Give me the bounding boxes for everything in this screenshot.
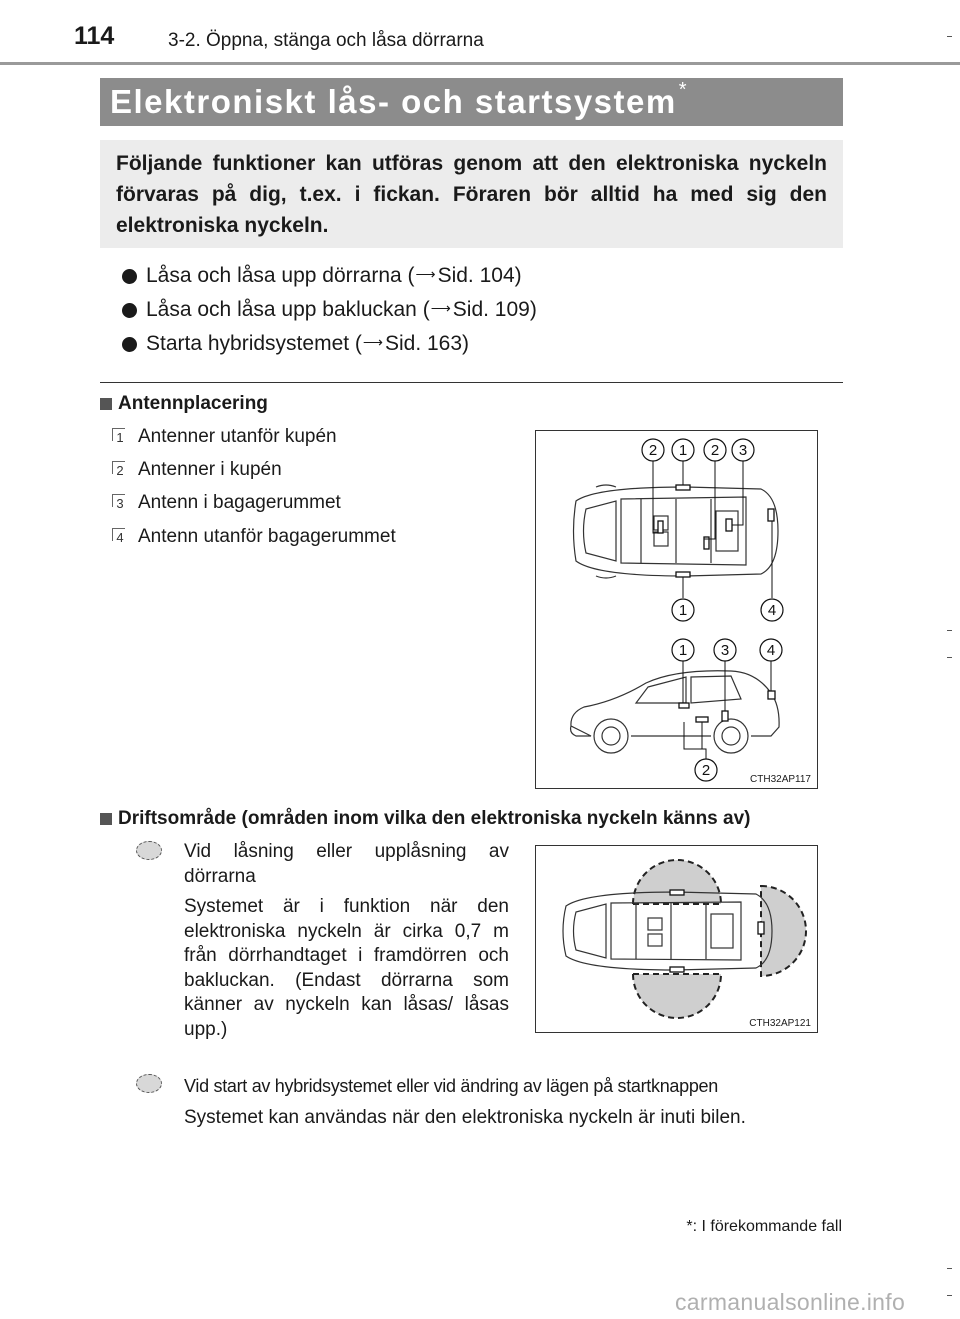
header-divider	[0, 62, 960, 65]
callout-2: 2	[648, 442, 658, 459]
car-diagram	[536, 431, 817, 788]
antenna-label: Antenn utanför bagagerummet	[138, 526, 396, 547]
antenna-heading	[100, 393, 268, 415]
bullet-dot-icon	[122, 337, 137, 352]
footnote: *: I förekommande fall	[686, 1218, 842, 1235]
callout-3: 3	[738, 442, 748, 459]
bullet-ref-link[interactable]: Sid. 109)	[452, 298, 537, 321]
lock-range-body: Systemet är i funktion när den elektroniska nyckeln är cirka 0,7 m från dörrhandtaget i framdörren och bakluckan. (Endast dörrarna som känner av nyckeln kan låsas/ låsas upp.)	[184, 896, 509, 1040]
antenna-label: Antenner i kupén	[138, 459, 282, 480]
arrow-right-icon: ⟶	[415, 265, 436, 282]
callout-2: 2	[710, 442, 720, 459]
range-zone-icon	[136, 1074, 162, 1093]
callout-3: 3	[720, 642, 730, 659]
intro-text: Följande funktioner kan utföras genom att den elektroniska nyckeln förvaras på dig, t.ex. i fickan. Föraren bör alltid ha med sig den elektroniska nyckeln.	[116, 152, 827, 237]
bullet-item	[122, 332, 469, 356]
callout-4: 4	[766, 642, 776, 659]
range-heading-text: Driftsområde (områden inom vilka den elektroniska nyckeln känns av)	[118, 808, 751, 829]
section-title: Elektroniskt lås- och startsystem	[110, 83, 677, 120]
number-badge: 2	[112, 461, 128, 479]
watermark[interactable]: carmanualsonline.info	[675, 1289, 906, 1315]
bullet-ref-link[interactable]: Sid. 163)	[384, 332, 470, 355]
crop-mark	[947, 1268, 952, 1269]
arrow-right-icon: ⟶	[430, 299, 451, 316]
bullet-text: Låsa och låsa upp bakluckan (	[146, 298, 430, 321]
bullet-text: Låsa och låsa upp dörrarna (	[146, 264, 415, 287]
bullet-text: Starta hybridsystemet (	[146, 332, 362, 355]
chapter-title: 3-2. Öppna, stänga och låsa dörrarna	[168, 30, 484, 51]
number-badge: 4	[112, 528, 128, 546]
start-range-body: Systemet kan användas när den elektroniska nyckeln är inuti bilen.	[184, 1107, 746, 1128]
bullet-item	[122, 264, 522, 288]
square-bullet-icon	[100, 398, 112, 410]
section-title-bar	[100, 78, 843, 126]
callout-1: 1	[678, 642, 688, 659]
square-bullet-icon	[100, 813, 112, 825]
crop-mark	[947, 630, 952, 631]
range-zone-icon	[136, 841, 162, 860]
start-range-title: Vid start av hybridsystemet eller vid ändring av lägen på startknappen	[184, 1076, 718, 1096]
bullet-dot-icon	[122, 303, 137, 318]
antenna-list-item	[112, 459, 282, 481]
range-figure	[535, 845, 818, 1033]
antenna-list-item	[112, 526, 396, 548]
section-divider	[100, 382, 843, 383]
figure-code: CTH32AP121	[749, 1018, 811, 1029]
callout-1: 1	[678, 602, 688, 619]
callout-4: 4	[767, 602, 777, 619]
arrow-right-icon: ⟶	[362, 333, 383, 350]
page-number: 114	[74, 22, 115, 50]
antenna-list-item	[112, 492, 341, 514]
bullet-item	[122, 298, 537, 322]
crop-mark	[947, 1295, 952, 1296]
crop-mark	[947, 657, 952, 658]
title-asterisk: *	[678, 78, 687, 101]
antenna-location-figure	[535, 430, 818, 789]
number-badge: 3	[112, 494, 128, 512]
bullet-dot-icon	[122, 269, 137, 284]
range-heading	[100, 808, 751, 830]
intro-box	[100, 140, 843, 248]
range-diagram	[536, 846, 817, 1032]
antenna-list-item	[112, 426, 337, 448]
antenna-heading-text: Antennplacering	[118, 393, 268, 414]
antenna-label: Antenn i bagagerummet	[138, 492, 341, 513]
lock-range-title: Vid låsning eller upplåsning av dörrarna	[184, 841, 509, 887]
callout-1: 1	[678, 442, 688, 459]
crop-mark	[947, 36, 952, 37]
callout-2: 2	[701, 762, 711, 779]
number-badge: 1	[112, 428, 128, 446]
figure-code: CTH32AP117	[750, 774, 811, 785]
bullet-ref-link[interactable]: Sid. 104)	[437, 264, 522, 287]
antenna-label: Antenner utanför kupén	[138, 426, 337, 447]
